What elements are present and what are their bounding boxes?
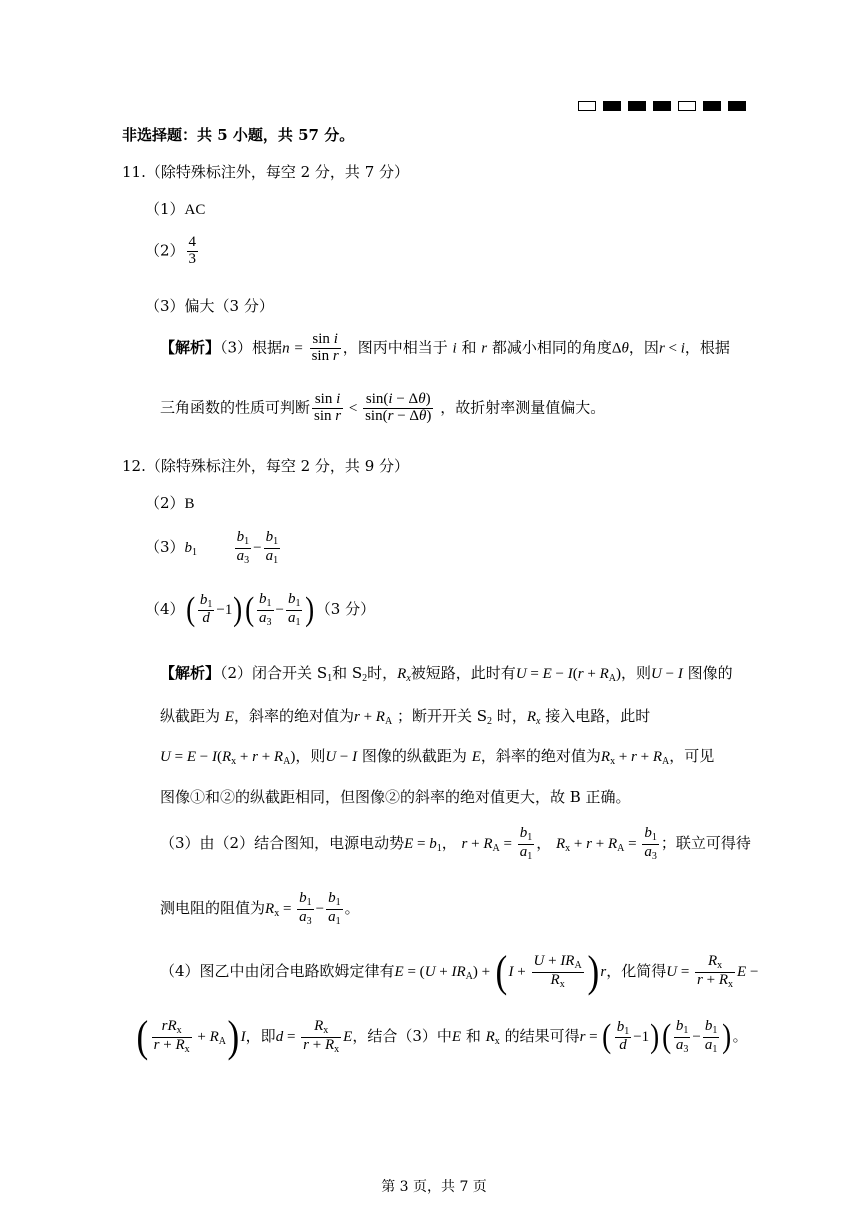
fraction-answer: $\frac{4}{3}$ (188, 234, 197, 267)
q12-answer-2 (145, 492, 195, 513)
section-title: 非选择题：共 5 小题，共 57 分。 (122, 126, 355, 144)
mark-empty (678, 101, 696, 111)
answer-label: （2） (145, 494, 185, 512)
answer-value: 偏大（3 分） (184, 297, 274, 315)
q12-analysis-p1-line-4: 图像①和②的纵截距相同，但图像②的斜率的绝对值更大，故 B 正确。 (160, 788, 631, 806)
q11-heading: 11.（除特殊标注外，每空 2 分，共 7 分） (122, 163, 410, 181)
answer-label: （3） (145, 538, 185, 556)
answer-label: （4） (145, 600, 185, 618)
answer-value: B (184, 496, 195, 512)
q12-answer-3: $(3)b_1$ $\frac{b_1}{a_3}$ − $\frac{b_1}{a_1}$ (145, 529, 279, 566)
q12-answer-4: （4）( $\frac{b_1}{d}$ −1)( $\frac{b_1}{a_3}$ − $\frac{b_1}{a_1}$ )（3 分） (145, 591, 376, 628)
answer-label: （2） (145, 241, 185, 260)
formula-fraction: $\frac{\text{sin i}}{\text{sin r}}$ (311, 331, 339, 364)
mark-filled (603, 101, 621, 111)
q12-analysis-p3-line-1: （4）图乙中由闭合电路欧姆定律有$E = (U + IR_A) + (I$ + $\frac{U + IR_A}{R_x}$ )r，化简得U = $\frac{R_x}{r + R_x}$ E − (160, 947, 759, 996)
answer-label: （1） (145, 200, 185, 218)
q12-heading: 12.（除特殊标注外，每空 2 分，共 9 分） (122, 457, 410, 475)
q12-analysis-p2-line-2: 测电阻的阻值为$R_x$ = $\frac{b_1}{a_3}$ − $\frac{b_1}{a_1}$ 。 (160, 890, 360, 927)
page-footer: 第 3 页，共 7 页 (381, 1179, 487, 1195)
q11-answer-1 (145, 198, 205, 219)
mark-empty (578, 101, 596, 111)
answer-score: （3 分） (315, 600, 376, 618)
analysis-tag: 【解析】 (160, 664, 221, 682)
q12-analysis-p3-line-2: ( $\frac{rR_x}{r + R_x}$ + $R_A)I$，即d = $\frac{R_x}{r + R_x}$ E，结合（3）中E 和 $R_x$ 的结果可得r = ( $\frac{b_1}{d}$ −1)( $\frac{b_1}{a_3}$ − $\frac{b_1}{a_1}$ )。 (136, 1012, 748, 1061)
formula-fraction: $\frac{b_1}{a_1}$ (265, 529, 279, 566)
q12-analysis-p1-line-3: $U = E - I(R_x + r + R_A)$，则U − I 图像的纵截距为 E，斜率的绝对值为$R_x + r + R_A$，可见 (160, 747, 715, 767)
formula-fraction: $\frac{\sin(i - \Delta\theta)}{\sin(r - \Delta\theta)}$ (365, 391, 432, 424)
q11-answer-3 (145, 295, 274, 316)
q12-analysis-p1-line-2: 纵截距为 E，斜率的绝对值为$r + R_A$ ；断开开关 $S_2$ 时，$R_x$ 接入电路，此时 (160, 707, 651, 727)
q12-analysis-p2-line-1: （3）由（2）结合图知，电源电动势$E = b_1$， $r + R_A$ = $\frac{b_1}{a_1}$ ， $R_x + r + R_A$ = $\frac{b_1}{a_3}$ ；联立可得待 (160, 825, 751, 862)
formula-fraction: $\frac{b_1}{a_3}$ (236, 529, 250, 566)
q11-analysis-line-2: 三角函数的性质可判断 $\frac{\text{sin i}}{\text{sin r}}$ < $\frac{\sin(i - \Delta\theta)}{\sin(r - \Delta\theta)}$ ，故折射率测量值偏大。 (160, 391, 606, 424)
q12-analysis-p1-line-1: 【解析】（2）闭合开关 $S_1$和 $S_2$时，$R_x$被短路，此时有$U = E - I(r + R_A)$，则U − I 图像的 (160, 664, 733, 684)
answer-label: （3） (145, 297, 185, 315)
q11-analysis-line-1: 【解析】（3）根据n = $\frac{\text{sin i}}{\text{sin r}}$ ，图丙中相当于 i 和 r 都减小相同的角度Δθ，因r < i，根据 (160, 331, 730, 364)
formula-fraction: $\frac{\text{sin i}}{\text{sin r}}$ (314, 391, 342, 424)
q11-answer-2 (145, 235, 200, 268)
analysis-tag: 【解析】 (160, 338, 221, 357)
header-marks (571, 97, 746, 115)
formula: n (282, 340, 290, 357)
mark-filled (628, 101, 646, 111)
mark-filled (728, 101, 746, 111)
mark-filled (703, 101, 721, 111)
answer-value: AC (184, 202, 206, 218)
mark-filled (653, 101, 671, 111)
